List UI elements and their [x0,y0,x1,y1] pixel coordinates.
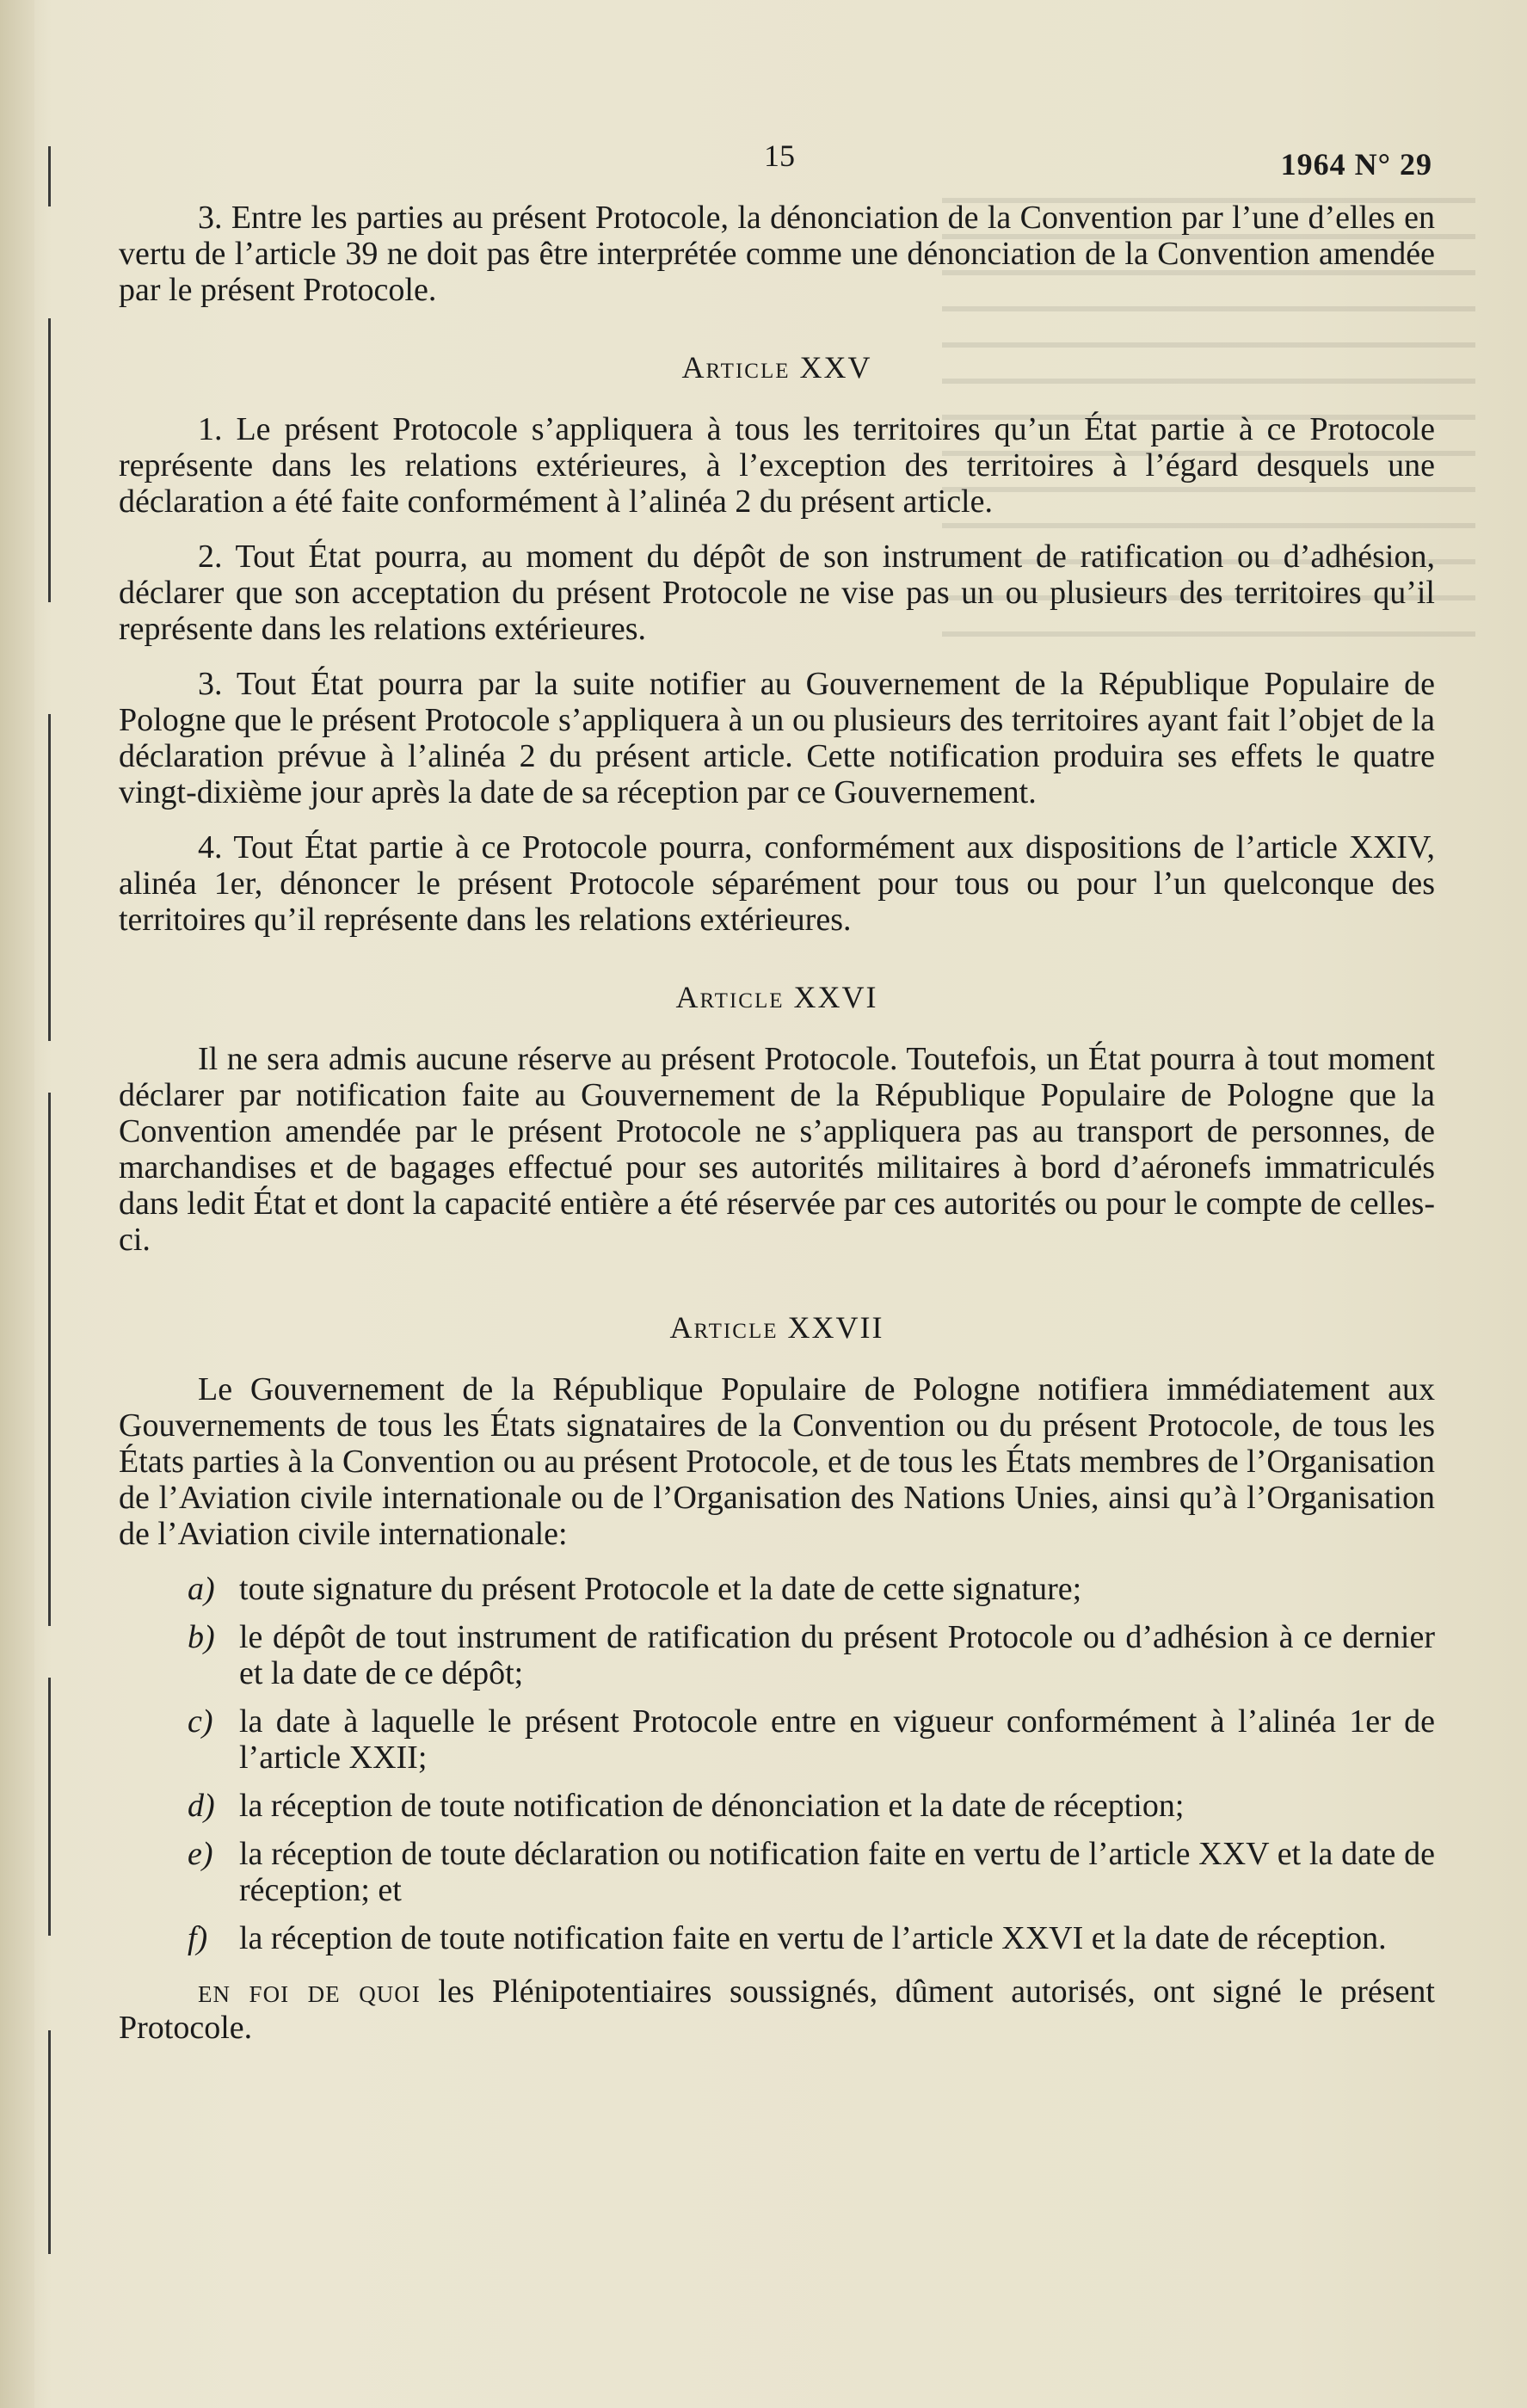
list-item-text: la date à laquelle le présent Protocole entre en vigueur conformément à l’alinéa 1er de l’article XXII; [239,1703,1435,1776]
article-title: Article XXV [681,350,872,385]
list-item-text: la réception de toute déclaration ou notification faite en vertu de l’article XXV et la date de réception; et [239,1836,1435,1908]
paragraph: 2. Tout État pourra, au moment du dépôt de son instrument de ratification ou d’adhésion, déclarer que son acceptation du présent Protocole ne vise pas un ou plusieurs des territoires qu’il représente dans les relations extérieures. [119,539,1435,647]
list-item-label: d) [188,1788,215,1824]
issue-reference: 1964 N° 29 [1280,147,1432,182]
notification-list [119,1571,1435,1956]
list-item [119,1619,1435,1691]
paragraph: Le Gouvernement de la République Populaire de Pologne notifiera immédiatement aux Gouvernements de tous les États signataires de la Convention ou du présent Protocole, de tous les États parties à la Convention ou au présent Protocole, et de tous les États membres de l’Organisation de l’Aviation civile internationale ou de l’Organisation des Nations Unies, ainsi qu’à l’Organisation de l’Aviation civile internationale: [119,1371,1435,1552]
page-binding-edge [0,0,34,2408]
list-item-label: c) [188,1703,213,1740]
paragraph: 1. Le présent Protocole s’appliquera à tous les territoires qu’un État partie à ce Protocole représente dans les relations extérieures, à l’exception des territoires à l’égard desquels une déclaration a été faite conformément à l’alinéa 2 du présent article. [119,411,1435,520]
list-item-text: toute signature du présent Protocole et la date de cette signature; [239,1571,1082,1607]
article-title: Article XXVI [675,980,878,1014]
list-item-text: la réception de toute notification faite en vertu de l’article XXVI et la date de réception. [239,1920,1387,1956]
list-item [119,1571,1435,1607]
margin-rule [48,714,51,1041]
list-item-label: b) [188,1619,215,1655]
list-item [119,1836,1435,1908]
paragraph: 3. Tout État pourra par la suite notifier au Gouvernement de la République Populaire de Pologne que le présent Protocole s’appliquera à un ou plusieurs des territoires ayant fait l’objet de la déclaration prévue à l’alinéa 2 du présent article. Cette notification produira ses effets le quatre vingt-dixième jour après la date de sa réception par ce Gouvernement. [119,666,1435,810]
closing-lead: en foi de quoi [198,1974,421,2010]
page-content [119,200,1435,2065]
list-item [119,1703,1435,1776]
list-item [119,1920,1435,1956]
closing-text: les Plénipotentiaires soussignés, dûment autorisés, ont signé le présent Protocole. [119,1974,1435,2046]
margin-rule [48,318,51,602]
list-item [119,1788,1435,1824]
page-number: 15 [764,139,795,173]
list-item-text: le dépôt de tout instrument de ratification du présent Protocole ou d’adhésion à ce dernier et la date de ce dépôt; [239,1619,1435,1691]
paragraph: 4. Tout État partie à ce Protocole pourra, conformément aux dispositions de l’article XXIV, alinéa 1er, dénoncer le présent Protocole séparément pour tous ou pour l’un quelconque des territoires qu’il représente dans les relations extérieures. [119,829,1435,938]
margin-rule [48,1093,51,1626]
list-item-label: e) [188,1836,213,1872]
margin-rule [48,2030,51,2254]
article-title: Article XXVII [669,1310,884,1345]
list-item-text: la réception de toute notification de dénonciation et la date de réception; [239,1788,1185,1824]
margin-rule [48,1678,51,1936]
closing-paragraph [119,1974,1435,2046]
list-item-label: f) [188,1920,208,1956]
paragraph: 3. Entre les parties au présent Protocole, la dénonciation de la Convention par l’une d’elles en vertu de l’article 39 ne doit pas être interprétée comme une dénonciation de la Convention amendée par le présent Protocole. [119,200,1435,308]
page-header [0,138,1527,189]
list-item-label: a) [188,1571,215,1607]
paragraph: Il ne sera admis aucune réserve au présent Protocole. Toutefois, un État pourra à tout moment déclarer par notification faite au Gouvernement de la République Populaire de Pologne que la Convention amendée par le présent Protocole ne s’appliquera pas au transport de personnes, de marchandises et de bagages effectué pour ses autorités militaires à bord d’aéronefs immatriculés dans ledit État et dont la capacité entière a été réservée par ces autorités ou pour le compte de celles-ci. [119,1041,1435,1258]
